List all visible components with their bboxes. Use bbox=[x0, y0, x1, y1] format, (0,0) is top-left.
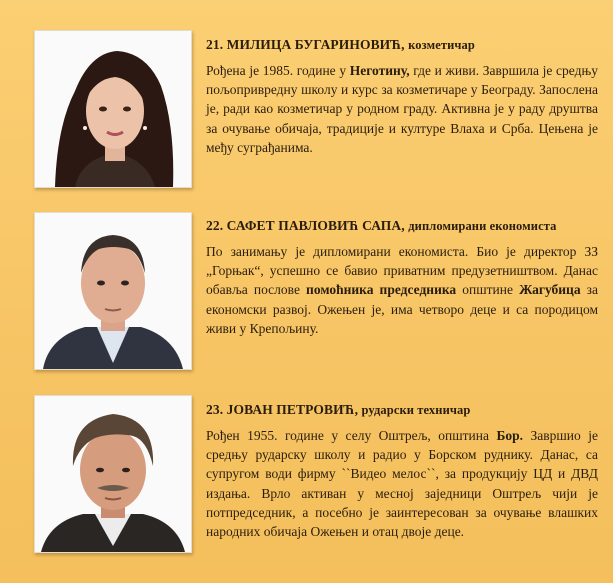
candidate-number: 22. bbox=[206, 218, 224, 233]
candidate-name: МИЛИЦА БУГАРИНОВИЋ, bbox=[226, 37, 405, 52]
candidate-heading bbox=[206, 218, 598, 234]
bio-segment: где и живи. Завршила је средњу пољопривредну школу и курс за козметичаре у Београду. Запослена је, ради као козметичар у родном граду. Активна је у раду друштва за очување обичаја, традиције и културе Влаха и Срба. Цењена је међу суграђанима. bbox=[206, 63, 598, 155]
bio-segment: Завршио је средњу рударску школу и радио у Борском руднику. Данас, са супругом води фирму ``Видео мелос``, за продукцију ЦД и ДВД издања. Врло активан у месној заједници Оштрељ чији је потпредседник, а посебно је заинтересован за очување влашких народних обичаја Ожењен и отац двоје деце. bbox=[206, 428, 598, 540]
candidate-role: рударски техничар bbox=[361, 403, 471, 417]
bio-segment-bold: помоћника председника bbox=[306, 282, 457, 298]
candidate-text bbox=[206, 218, 598, 338]
candidate-number: 21. bbox=[206, 37, 224, 52]
bio-segment: Рођена је 1985. године у bbox=[206, 63, 350, 78]
candidate-photo bbox=[34, 30, 192, 188]
candidate-photo bbox=[34, 212, 192, 370]
candidate-bio bbox=[206, 242, 598, 338]
bio-segment-bold: Бор. bbox=[496, 428, 524, 443]
bio-segment-bold: Неготину, bbox=[349, 63, 410, 78]
bio-segment: По занимању је дипломирани економиста. Био је директор ЗЗ „Горњак“, успешно се бавио приватним предузетништвом. Данас обавља послове bbox=[206, 244, 598, 298]
candidate-text bbox=[206, 37, 598, 157]
man-portrait-image bbox=[35, 396, 191, 552]
candidate-number: 23. bbox=[206, 402, 224, 417]
candidate-photo bbox=[34, 395, 192, 553]
candidate-heading bbox=[206, 402, 598, 418]
candidate-role: дипломирани економиста bbox=[408, 219, 557, 233]
bio-segment: општине bbox=[456, 282, 520, 298]
candidate-role: козметичар bbox=[408, 38, 475, 52]
candidate-name: ЈОВАН ПЕТРОВИЋ, bbox=[226, 402, 359, 417]
bio-segment: за економски развој. Ожењен је, има четворо деце и са породицом живи у Крепољину. bbox=[206, 282, 599, 336]
woman-portrait-image bbox=[35, 31, 191, 187]
bio-segment: Рођен 1955. године у селу Оштрељ, општина bbox=[206, 428, 497, 443]
bio-segment-bold: Жагубица bbox=[519, 282, 581, 298]
candidate-name: САФЕТ ПАВЛОВИЋ САПА, bbox=[226, 218, 405, 233]
candidate-bio bbox=[206, 61, 598, 157]
man-portrait-image bbox=[35, 213, 191, 369]
candidate-bio bbox=[206, 426, 598, 541]
candidate-text bbox=[206, 402, 598, 541]
candidate-heading bbox=[206, 37, 598, 53]
